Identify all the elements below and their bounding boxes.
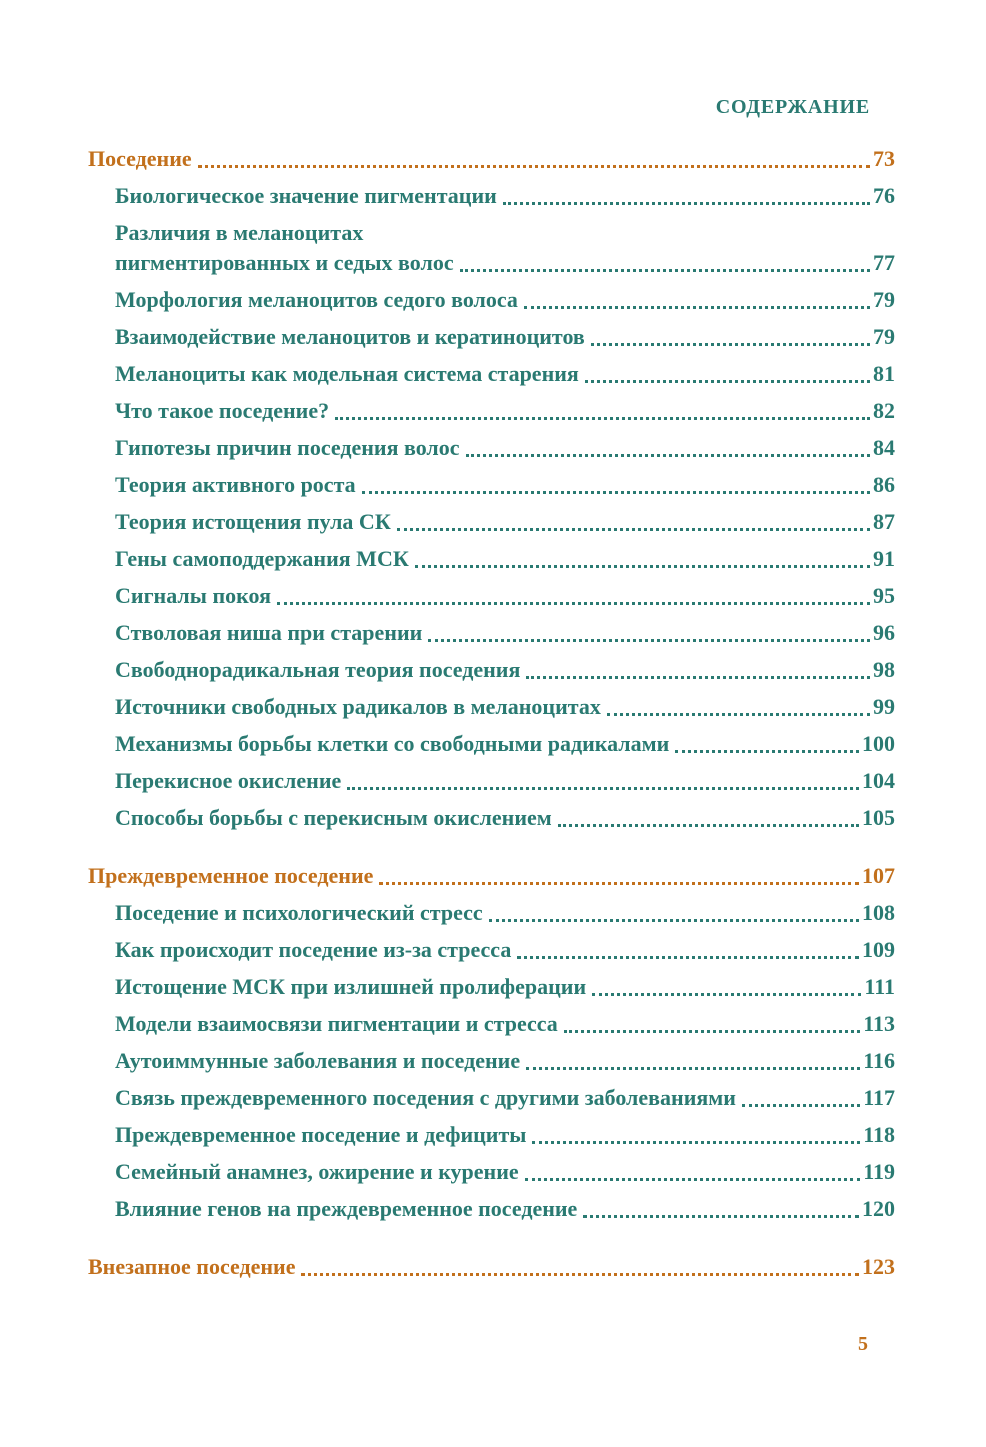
entry-page-number: 76 [873, 183, 895, 208]
entry-label [115, 972, 586, 1002]
dotted-leader [526, 676, 870, 679]
toc-item [88, 181, 895, 211]
dotted-leader [347, 787, 859, 790]
entry-label [88, 1252, 295, 1282]
entry-page-number: 79 [873, 324, 895, 349]
dotted-leader [524, 306, 870, 309]
entry-page-number: 91 [873, 546, 895, 571]
entry-label [115, 1194, 577, 1224]
entry-label [115, 359, 579, 389]
dotted-leader [466, 454, 870, 457]
entry-label-line: Гипотезы причин поседения волос [115, 435, 460, 460]
dotted-leader [379, 882, 859, 885]
toc-item [88, 470, 895, 500]
dotted-leader [301, 1273, 859, 1276]
toc-page-title: СОДЕРЖАНИЕ [715, 96, 870, 118]
entry-page-number: 95 [873, 583, 895, 608]
toc-item [88, 1120, 895, 1150]
toc-item [88, 1194, 895, 1224]
entry-page-number: 96 [873, 620, 895, 645]
entry-page-number: 84 [873, 435, 895, 460]
dotted-leader [591, 343, 870, 346]
dotted-leader [526, 1067, 860, 1070]
entry-label-line: Различия в меланоцитах [115, 220, 364, 245]
entry-label-line: Источники свободных радикалов в меланоцитах [115, 694, 601, 719]
entry-page-number: 81 [873, 361, 895, 386]
dotted-leader [607, 713, 870, 716]
toc-item [88, 1046, 895, 1076]
entry-label [115, 1009, 558, 1039]
entry-label-line: Гены самоподдержания МСК [115, 546, 409, 571]
entry-page-number: 119 [863, 1159, 895, 1184]
toc-item [88, 507, 895, 537]
toc-item [88, 322, 895, 352]
entry-label [115, 285, 518, 315]
dotted-leader [503, 202, 870, 205]
entry-label-line: Аутоиммунные заболевания и поседение [115, 1048, 521, 1073]
entry-label-line: Модели взаимосвязи пигментации и стресса [115, 1011, 558, 1036]
toc-item [88, 285, 895, 315]
toc-item [88, 692, 895, 722]
page-number: 5 [858, 1333, 868, 1355]
dotted-leader [675, 750, 859, 753]
entry-label [88, 144, 192, 174]
entry-page-number: 77 [873, 250, 895, 275]
dotted-leader [564, 1030, 860, 1033]
dotted-leader [583, 1215, 859, 1218]
entry-label [115, 898, 483, 928]
toc-item [88, 1009, 895, 1039]
dotted-leader [415, 565, 870, 568]
entry-label-line: Преждевременное поседение и дефициты [115, 1122, 527, 1147]
entry-label [115, 692, 601, 722]
dotted-leader [198, 165, 870, 168]
toc-item [88, 581, 895, 611]
toc-item [88, 766, 895, 796]
dotted-leader [525, 1178, 861, 1181]
entry-page-number: 118 [863, 1122, 895, 1147]
entry-label-line: Свободнорадикальная теория поседения [115, 657, 521, 682]
toc-item [88, 544, 895, 574]
entry-page-number: 99 [873, 694, 895, 719]
entry-page-number: 120 [862, 1196, 895, 1221]
dotted-leader [362, 491, 870, 494]
entry-label-line: Теория истощения пула СК [115, 509, 391, 534]
entry-label-line: Поседение [88, 146, 192, 171]
dotted-leader [532, 1141, 860, 1144]
entry-label-line: Взаимодействие меланоцитов и кератиноцитов [115, 324, 585, 349]
entry-page-number: 73 [873, 146, 895, 171]
toc-item [88, 655, 895, 685]
toc-item [88, 359, 895, 389]
toc-item [88, 803, 895, 833]
dotted-leader [742, 1104, 860, 1107]
entry-label [115, 544, 409, 574]
entry-page-number: 104 [862, 768, 895, 793]
entry-page-number: 100 [862, 731, 895, 756]
entry-page-number: 105 [862, 805, 895, 830]
entry-label-line: пигментированных и седых волос [115, 250, 454, 275]
entry-label [115, 766, 341, 796]
entry-label [115, 1083, 736, 1113]
entry-label-line: Преждевременное поседение [88, 863, 374, 888]
entry-label [115, 433, 460, 463]
toc-item [88, 935, 895, 965]
toc-item [88, 433, 895, 463]
toc-section [88, 1252, 895, 1282]
entry-page-number: 82 [873, 398, 895, 423]
entry-label-line: Истощение МСК при излишней пролиферации [115, 974, 587, 999]
entry-page-number: 109 [862, 937, 895, 962]
entry-label-line: Влияние генов на преждевременное поседение [115, 1196, 578, 1221]
entry-page-number: 123 [862, 1254, 895, 1279]
entry-label [115, 322, 585, 352]
toc-section [88, 144, 895, 833]
toc-section-title [88, 144, 895, 174]
entry-label [115, 218, 454, 278]
dotted-leader [517, 956, 859, 959]
entry-label-line: Механизмы борьбы клетки со свободными радикалами [115, 731, 670, 756]
entry-page-number: 86 [873, 472, 895, 497]
entry-label [115, 655, 520, 685]
entry-page-number: 79 [873, 287, 895, 312]
dotted-leader [460, 269, 870, 272]
entry-page-number: 116 [863, 1048, 895, 1073]
entry-label [115, 729, 669, 759]
entry-label [115, 618, 422, 648]
entry-label [115, 1120, 526, 1150]
toc-item [88, 1157, 895, 1187]
toc-section-title [88, 861, 895, 891]
entry-label-line: Внезапное поседение [88, 1254, 296, 1279]
entry-label-line: Теория активного роста [115, 472, 356, 497]
entry-page-number: 107 [862, 863, 895, 888]
entry-page-number: 108 [862, 900, 895, 925]
toc-section [88, 861, 895, 1224]
entry-label-line: Перекисное окисление [115, 768, 342, 793]
dotted-leader [428, 639, 870, 642]
toc-item [88, 898, 895, 928]
entry-label [115, 803, 552, 833]
entry-page-number: 111 [864, 974, 895, 999]
toc-item [88, 396, 895, 426]
dotted-leader [489, 919, 859, 922]
entry-page-number: 113 [863, 1011, 895, 1036]
toc-item [88, 729, 895, 759]
entry-label-line: Поседение и психологический стресс [115, 900, 483, 925]
entry-label [115, 581, 271, 611]
dotted-leader [558, 824, 859, 827]
dotted-leader [397, 528, 870, 531]
entry-label [115, 507, 391, 537]
dotted-leader [277, 602, 870, 605]
entry-label [115, 181, 497, 211]
entry-page-number: 117 [863, 1085, 895, 1110]
entry-label-line: Биологическое значение пигментации [115, 183, 497, 208]
entry-label [115, 1157, 519, 1187]
entry-label [115, 396, 329, 426]
toc-list [88, 144, 895, 1282]
toc-item [88, 618, 895, 648]
entry-label-line: Способы борьбы с перекисным окислением [115, 805, 552, 830]
entry-label-line: Связь преждевременного поседения с другими заболеваниями [115, 1085, 736, 1110]
entry-page-number: 98 [873, 657, 895, 682]
entry-label [115, 1046, 520, 1076]
entry-label-line: Семейный анамнез, ожирение и курение [115, 1159, 519, 1184]
entry-label-line: Меланоциты как модельная система старения [115, 361, 579, 386]
entry-label-line: Как происходит поседение из-за стресса [115, 937, 512, 962]
entry-label [115, 470, 356, 500]
dotted-leader [585, 380, 870, 383]
entry-label-line: Сигналы покоя [115, 583, 271, 608]
toc-item [88, 972, 895, 1002]
entry-label [115, 935, 511, 965]
toc-item [88, 1083, 895, 1113]
entry-label-line: Морфология меланоцитов седого волоса [115, 287, 518, 312]
entry-label-line: Стволовая ниша при старении [115, 620, 423, 645]
dotted-leader [592, 993, 861, 996]
dotted-leader [335, 417, 870, 420]
toc-section-title [88, 1252, 895, 1282]
toc-item [88, 218, 895, 278]
entry-label-line: Что такое поседение? [115, 398, 330, 423]
entry-label [88, 861, 373, 891]
entry-page-number: 87 [873, 509, 895, 534]
